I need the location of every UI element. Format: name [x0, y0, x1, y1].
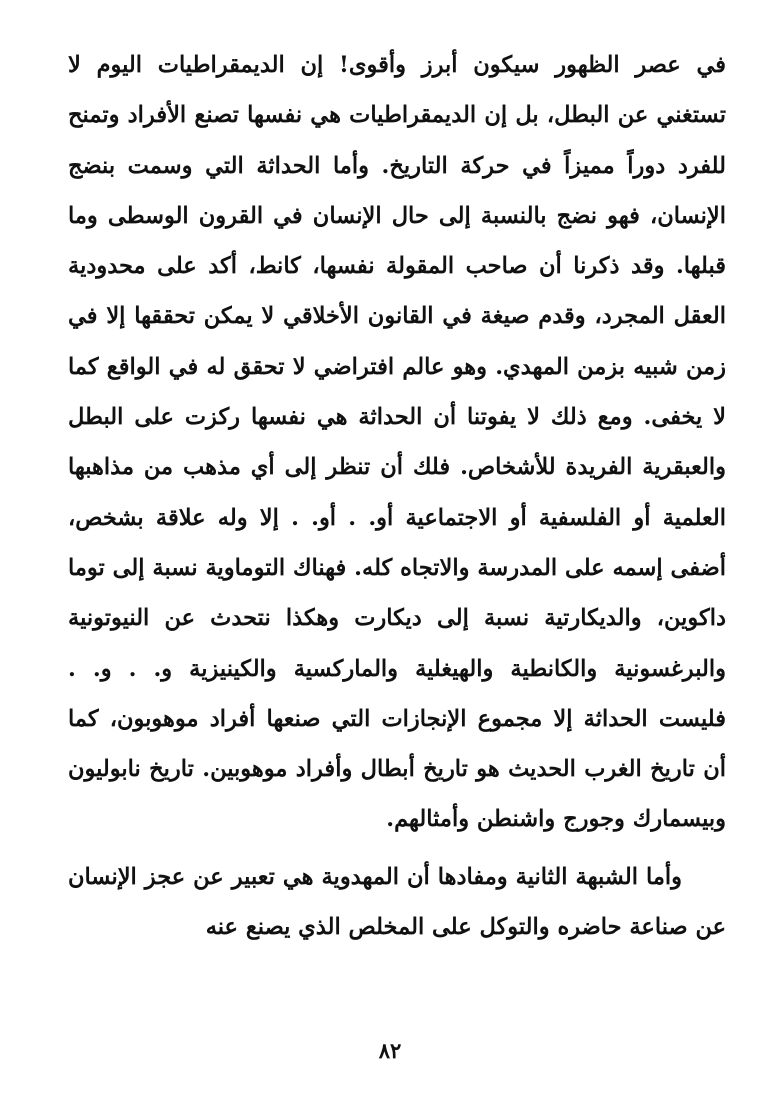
page-number: ٨٢: [378, 1038, 402, 1063]
paragraph-2: وأما الشبهة الثانية ومفادها أن المهدوية هي تعبير عن عجز الإنسان عن صناعة حاضره والتوكل على المخلص الذي يصنع عنه: [68, 863, 726, 941]
body-text: [68, 40, 726, 952]
paragraph-1: في عصر الظهور سيكون أبرز وأقوى! إن الديمقراطيات اليوم لا تستغني عن البطل، بل إن الديمقراطيات هي نفسها تصنع الأفراد وتمنح للفرد دوراً مميزاً في حركة التاريخ. وأما الحداثة التي وسمت بنضج الإنسان، فهو نضج بالنسبة إلى حال الإنسان في القرون الوسطى وما قبلها. وقد ذكرنا أن صاحب المقولة نفسها، كانط، أكد على محدودية العقل المجرد، وقدم صيغة في القانون الأخلاقي لا يمكن تحققها إلا في زمن شبيه بزمن المهدي. وهو عالم افتراضي لا تحقق له في الواقع كما لا يخفى. ومع ذلك لا يفوتنا أن الحداثة هي نفسها ركزت على البطل والعبقرية الفريدة للأشخاص. فلك أن تنظر إلى أي مذهب من مذاهبها العلمية أو الفلسفية أو الاجتماعية أو. . أو. . إلا وله علاقة بشخص، أضفى إسمه على المدرسة والاتجاه كله. فهناك التوماوية نسبة إلى توما داكوين، والديكارتية نسبة إلى ديكارت وهكذا نتحدث عن النيوتونية والبرغسونية والكانطية والهيغلية والماركسية والكينيزية و. . و. . فليست الحداثة إلا مجموع الإنجازات التي صنعها أفراد موهوبون، كما أن تاريخ الغرب الحديث هو تاريخ أبطال وأفراد موهوبين. تاريخ نابوليون وبيسمارك وجورج واشنطن وأمثالهم.: [68, 52, 726, 833]
